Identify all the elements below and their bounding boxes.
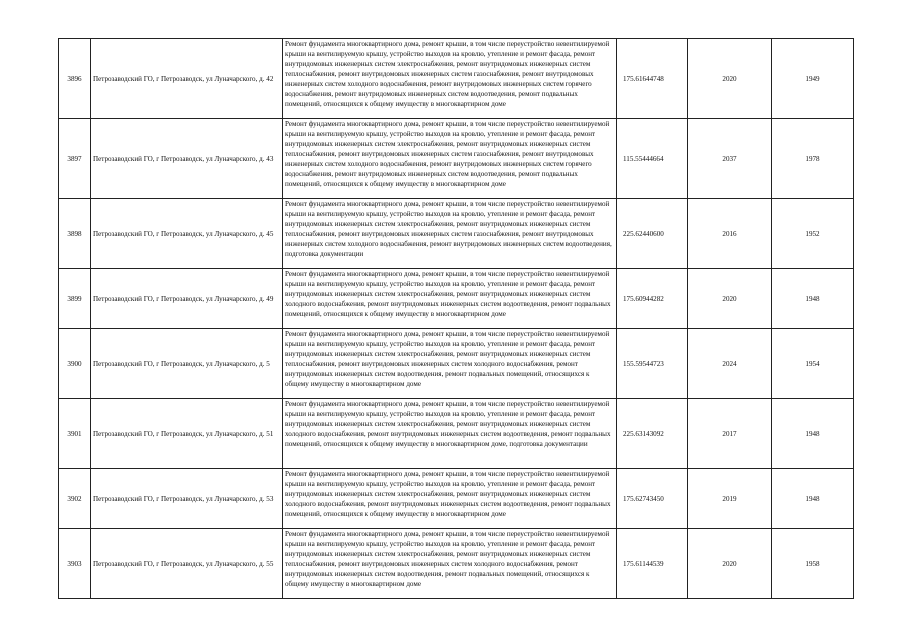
construction-year: 1954: [772, 329, 854, 399]
building-address: Петрозаводский ГО, г Петрозаводск, ул Луначарского, д. 49: [91, 269, 283, 329]
construction-year: 1948: [772, 469, 854, 529]
planned-year: 2020: [688, 39, 772, 119]
table-row: [59, 469, 854, 529]
construction-year: 1952: [772, 199, 854, 269]
table-row: [59, 399, 854, 469]
repair-works: Ремонт фундамента многоквартирного дома, ремонт крыши, в том числе переустройство невентилируемой крыши на вентилируемую крышу, устройство выходов на кровлю, утепление и ремонт фасада, ремонт внутридомовых инженерных систем электроснабжения, ремонт внутридомовых инженерных систем теплоснабжения, ремонт внутридомовых инженерных систем холодного водоснабжения, ремонт внутридомовых инженерных систем водоотведения, ремонт подвальных помещений, относящихся к общему имуществу в многоквартирном доме: [283, 329, 617, 399]
repair-cost: 175.61644748: [617, 39, 688, 119]
planned-year: 2024: [688, 329, 772, 399]
repair-cost: 225.62440600: [617, 199, 688, 269]
repair-works: Ремонт фундамента многоквартирного дома, ремонт крыши, в том числе переустройство невентилируемой крыши на вентилируемую крышу, устройство выходов на кровлю, утепление и ремонт фасада, ремонт внутридомовых инженерных систем электроснабжения, ремонт внутридомовых инженерных систем холодного водоснабжения, ремонт внутридомовых инженерных систем водоотведения, ремонт подвальных помещений, относящихся к общему имуществу в многоквартирном доме: [283, 469, 617, 529]
repair-works: Ремонт фундамента многоквартирного дома, ремонт крыши, в том числе переустройство невентилируемой крыши на вентилируемую крышу, устройство выходов на кровлю, утепление и ремонт фасада, ремонт внутридомовых инженерных систем электроснабжения, ремонт внутридомовых инженерных систем теплоснабжения, ремонт внутридомовых инженерных систем газоснабжения, ремонт внутридомовых инженерных систем холодного водоснабжения, ремонт внутридомовых инженерных систем горячего водоснабжения, ремонт внутридомовых инженерных систем водоотведения, ремонт подвальных помещений, относящихся к общему имуществу в многоквартирном доме: [283, 119, 617, 199]
table-row: [59, 329, 854, 399]
building-address: Петрозаводский ГО, г Петрозаводск, ул Луначарского, д. 53: [91, 469, 283, 529]
table-row: [59, 39, 854, 119]
table-row: [59, 199, 854, 269]
repair-works: Ремонт фундамента многоквартирного дома, ремонт крыши, в том числе переустройство невентилируемой крыши на вентилируемую крышу, устройство выходов на кровлю, утепление и ремонт фасада, ремонт внутридомовых инженерных систем электроснабжения, ремонт внутридомовых инженерных систем холодного водоснабжения, ремонт внутридомовых инженерных систем водоотведения, ремонт подвальных помещений, относящихся к общему имуществу в многоквартирном доме, подготовка документации: [283, 399, 617, 469]
row-number: 3898: [59, 199, 91, 269]
repair-cost: 115.55444664: [617, 119, 688, 199]
building-address: Петрозаводский ГО, г Петрозаводск, ул Луначарского, д. 42: [91, 39, 283, 119]
repair-cost: 175.60944282: [617, 269, 688, 329]
planned-year: 2020: [688, 529, 772, 599]
row-number: 3899: [59, 269, 91, 329]
planned-year: 2019: [688, 469, 772, 529]
row-number: 3903: [59, 529, 91, 599]
planned-year: 2020: [688, 269, 772, 329]
building-address: Петрозаводский ГО, г Петрозаводск, ул Луначарского, д. 5: [91, 329, 283, 399]
construction-year: 1949: [772, 39, 854, 119]
table-row: [59, 529, 854, 599]
building-address: Петрозаводский ГО, г Петрозаводск, ул Луначарского, д. 51: [91, 399, 283, 469]
planned-year: 2016: [688, 199, 772, 269]
row-number: 3896: [59, 39, 91, 119]
planned-year: 2037: [688, 119, 772, 199]
building-address: Петрозаводский ГО, г Петрозаводск, ул Луначарского, д. 55: [91, 529, 283, 599]
construction-year: 1978: [772, 119, 854, 199]
building-address: Петрозаводский ГО, г Петрозаводск, ул Луначарского, д. 45: [91, 199, 283, 269]
construction-year: 1958: [772, 529, 854, 599]
repair-cost: 155.59544723: [617, 329, 688, 399]
construction-year: 1948: [772, 399, 854, 469]
row-number: 3902: [59, 469, 91, 529]
repair-works: Ремонт фундамента многоквартирного дома, ремонт крыши, в том числе переустройство невентилируемой крыши на вентилируемую крышу, устройство выходов на кровлю, утепление и ремонт фасада, ремонт внутридомовых инженерных систем электроснабжения, ремонт внутридомовых инженерных систем теплоснабжения, ремонт внутридомовых инженерных систем газоснабжения, ремонт внутридомовых инженерных систем холодного водоснабжения, ремонт внутридомовых инженерных систем водоотведения, подготовка документации: [283, 199, 617, 269]
housing-repair-table: [58, 38, 854, 599]
repair-works: Ремонт фундамента многоквартирного дома, ремонт крыши, в том числе переустройство невентилируемой крыши на вентилируемую крышу, устройство выходов на кровлю, утепление и ремонт фасада, ремонт внутридомовых инженерных систем электроснабжения, ремонт внутридомовых инженерных систем теплоснабжения, ремонт внутридомовых инженерных систем холодного водоснабжения, ремонт внутридомовых инженерных систем водоотведения, ремонт подвальных помещений, относящихся к общему имуществу в многоквартирном доме: [283, 529, 617, 599]
repair-works: Ремонт фундамента многоквартирного дома, ремонт крыши, в том числе переустройство невентилируемой крыши на вентилируемую крышу, устройство выходов на кровлю, утепление и ремонт фасада, ремонт внутридомовых инженерных систем электроснабжения, ремонт внутридомовых инженерных систем теплоснабжения, ремонт внутридомовых инженерных систем газоснабжения, ремонт внутридомовых инженерных систем холодного водоснабжения, ремонт внутридомовых инженерных систем горячего водоснабжения, ремонт внутридомовых инженерных систем водоотведения, ремонт подвальных помещений, относящихся к общему имуществу в многоквартирном доме: [283, 39, 617, 119]
repair-cost: 175.61144539: [617, 529, 688, 599]
row-number: 3900: [59, 329, 91, 399]
repair-cost: 225.63143092: [617, 399, 688, 469]
repair-cost: 175.62743450: [617, 469, 688, 529]
planned-year: 2017: [688, 399, 772, 469]
table-row: [59, 119, 854, 199]
table-row: [59, 269, 854, 329]
row-number: 3901: [59, 399, 91, 469]
row-number: 3897: [59, 119, 91, 199]
building-address: Петрозаводский ГО, г Петрозаводск, ул Луначарского, д. 43: [91, 119, 283, 199]
repair-works: Ремонт фундамента многоквартирного дома, ремонт крыши, в том числе переустройство невентилируемой крыши на вентилируемую крышу, устройство выходов на кровлю, утепление и ремонт фасада, ремонт внутридомовых инженерных систем электроснабжения, ремонт внутридомовых инженерных систем холодного водоснабжения, ремонт внутридомовых инженерных систем водоотведения, ремонт подвальных помещений, относящихся к общему имуществу в многоквартирном доме: [283, 269, 617, 329]
construction-year: 1948: [772, 269, 854, 329]
